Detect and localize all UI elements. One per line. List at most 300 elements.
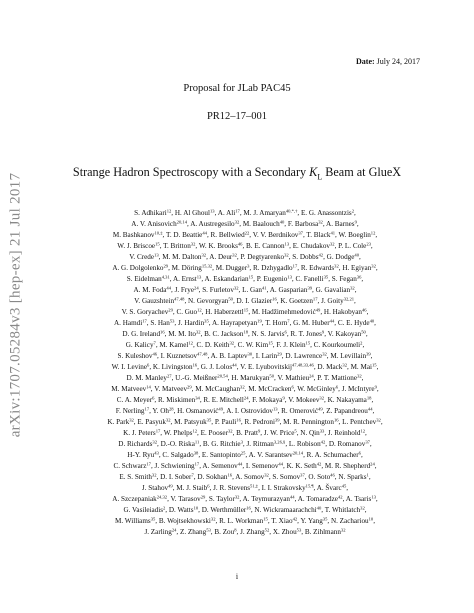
author-entry — [123, 506, 165, 514]
author-affiliation: 32 — [232, 252, 237, 258]
author-entry — [244, 418, 279, 426]
arxiv-stamp — [6, 95, 26, 515]
title-subscript: L — [317, 172, 323, 182]
author-name: T. Britton — [163, 241, 191, 250]
author-affiliation: 52 — [264, 526, 270, 532]
author-entry — [246, 462, 283, 470]
author-entry — [301, 209, 354, 217]
author-line: A. M. Foda$^{44}$, J. Frye$^{24}$, S. Furletov$^{32}$, L. Gan$^{41}$, A. Gasparian$^{39}$, G. Gavalian$^{32}$, — [133, 285, 357, 294]
author-affiliation: 18 — [243, 329, 249, 335]
author-name: M. Williams — [115, 516, 151, 525]
author-name: T. Horn — [265, 318, 288, 327]
author-name: C. Salgado — [162, 450, 194, 459]
author-name: C. D. Keith — [196, 340, 230, 349]
author-entry — [351, 363, 377, 371]
author-entry — [127, 374, 172, 382]
author-name: F. Mokaya — [252, 395, 283, 404]
author-entry — [175, 374, 228, 382]
author-name: M. J. Amaryan — [243, 209, 286, 217]
author-affiliation: 16 — [236, 417, 241, 423]
author-entry — [122, 308, 173, 316]
author-name: D. Werthmüller — [201, 505, 247, 514]
author-entry — [338, 242, 371, 250]
author-name: E. Chudakov — [292, 241, 330, 250]
author-entry — [346, 495, 376, 503]
title-symbol: K — [309, 165, 318, 179]
author-line: E. S. Smith$^{32}$, D. I. Sober$^7$, D. Sokhan$^{16}$, A. Somov$^{32}$, S. Somov$^{37}$, O. Soto$^{46}$, N. Sparks$^1$, — [119, 472, 371, 481]
author-name: A. Deur — [209, 252, 233, 261]
author-name: M. Levillain — [330, 351, 367, 360]
author-affiliation: 29 — [163, 263, 169, 269]
author-affiliation: 32 — [152, 439, 157, 445]
author-entry — [240, 253, 288, 261]
page-number: i — [235, 572, 239, 581]
author-affiliation: 36 — [356, 274, 362, 280]
date-label: Date: — [356, 57, 375, 66]
author-name: I. I. Strakovsky — [261, 483, 306, 492]
author-name: M. M. Ito — [168, 329, 196, 338]
author-affiliation: 32 — [342, 362, 347, 368]
author-line: M. Williams$^{35}$, B. Wojtsekhowski$^{32}$, R. L. Workman$^{15}$, T. Xiao$^{42}$, Y. Yang$^{35}$, N. Zachariou$^{10}$, — [115, 515, 375, 525]
author-line: A. Szczepaniak$^{24,32}$, V. Tarasov$^{29}$, S. Taylor$^{32}$, A. Teymurazyan$^{44}$, A. Tomaradze$^{42}$, A. Tsaris$^{13}$, — [112, 494, 378, 503]
author-name: S. Kuleshov — [117, 351, 153, 360]
author-entry — [317, 363, 347, 371]
author-affiliation: 3 — [247, 263, 250, 269]
author-affiliation: 35 — [150, 515, 156, 521]
author-affiliation: 32 — [319, 395, 324, 401]
author-affiliation: 7 — [287, 318, 290, 324]
author-entry — [283, 418, 338, 426]
author-affiliation: 32 — [151, 472, 157, 478]
author-entry — [190, 220, 239, 228]
author-entry — [287, 462, 322, 470]
author-name: J. Schwiening — [154, 461, 195, 470]
author-affiliation: 7 — [191, 472, 194, 478]
author-name: P. L. Cole — [338, 241, 367, 250]
author-entry — [159, 517, 216, 525]
author-name: D. Lawrence — [285, 351, 323, 360]
author-entry — [159, 341, 193, 349]
author-affiliation: 4,31 — [161, 274, 170, 280]
author-entry — [330, 352, 370, 360]
author-name: J. Zhang — [240, 527, 265, 536]
author-name: E. Pasyuk — [137, 417, 166, 426]
author-name: A. B. Laptev — [210, 351, 248, 360]
author-entry — [317, 484, 347, 492]
author-entry — [202, 451, 245, 459]
author-affiliation: 51,‡ — [250, 483, 259, 489]
author-name: J. McIntyre — [341, 384, 375, 393]
author-affiliation: 15 — [372, 362, 377, 368]
author-name: H-Y. Ryu — [127, 450, 155, 459]
author-name: K. K. Seth — [286, 461, 317, 470]
author-affiliation: 47,48 — [174, 296, 185, 302]
author-entry — [328, 429, 365, 437]
author-entry — [288, 396, 324, 404]
author-affiliation: 24 — [194, 285, 199, 291]
author-line: S. Kuleshov$^{46}$, I. Kuznetsov$^{47,48}$, A. B. Laptev$^{30}$, I. Larin$^{29}$, D. Lawrence$^{32}$, M. Levillain$^{39}$, — [117, 351, 373, 360]
author-entry — [342, 264, 376, 272]
author-name: A. Gasparian — [269, 285, 308, 294]
author-name: S. Somov — [272, 472, 301, 481]
author-name: K. Nakayama — [327, 395, 367, 404]
author-entry — [236, 429, 260, 437]
author-affiliation: 32 — [340, 526, 346, 532]
author-line: C. Schwarz$^{17}$, J. Schwiening$^{17}$, A. Semenov$^{44}$, I. Semenov$^{44}$, K. K. Seth$^{42}$, M. R. Shepherd$^{24}$, — [113, 461, 377, 470]
author-affiliation: 49 — [168, 483, 173, 489]
author-entry — [153, 363, 197, 371]
author-affiliation: 10 — [193, 504, 199, 510]
author-name: P. T. Mattione — [317, 373, 358, 382]
author-line: W. J. Briscoe$^{15}$, T. Britton$^{32}$, W. K. Brooks$^{46}$, B. E. Cannon$^{13}$, E. Chudakov$^{32}$, P. L. Cole$^{23}$, — [117, 241, 373, 250]
author-entry — [252, 308, 320, 316]
author-name: E. S. Smith — [119, 472, 152, 481]
author-name: J. Frye — [174, 285, 195, 294]
author-affiliation: 32 — [371, 263, 376, 269]
author-affiliation: 9 — [374, 384, 377, 390]
author-affiliation: 47,48,33,46 — [291, 362, 314, 368]
author-affiliation: 10 — [368, 515, 374, 521]
author-name: C. E. Hyde — [337, 318, 370, 327]
author-entry — [246, 440, 285, 448]
author-entry — [152, 407, 173, 415]
author-affiliation: 12 — [188, 340, 193, 346]
author-name: Z. Papandreou — [326, 406, 368, 415]
author-affiliation: 6 — [291, 384, 294, 390]
author-entry — [249, 451, 304, 459]
author-entry — [243, 495, 295, 503]
author-entry — [273, 528, 301, 536]
author-affiliation: 50 — [228, 296, 233, 302]
author-entry — [164, 429, 197, 437]
author-entry — [202, 506, 251, 514]
author-affiliation: 19 — [257, 318, 262, 324]
author-line: V. Crede$^{13}$, M. M. Dalton$^{32}$, A. Deur$^{32}$, P. Degtyarenko$^{32}$, S. Dobbs$^{42}$, G. Dodge$^{40}$, — [129, 252, 361, 261]
author-line: A. Hamdi$^{17}$, S. Han$^{53}$, J. Hardin$^{35}$, A. Hayrapetyan$^{19}$, T. Horn$^7$, G. M. Huber$^{44}$, C. E. Hyde$^{40}$, — [114, 318, 376, 327]
author-affiliation: 15,32 — [201, 263, 213, 269]
author-name: H. Al Ghoul — [174, 209, 210, 217]
author-name: K. Park — [107, 417, 130, 426]
author-entry — [160, 473, 194, 481]
author-entry — [211, 352, 252, 360]
author-affiliation: 40 — [354, 252, 360, 258]
author-affiliation: 42 — [316, 461, 322, 467]
author-name: W. McGinley — [297, 384, 336, 393]
author-name: A. M. Foda — [133, 285, 167, 294]
author-affiliation: 12 — [192, 428, 198, 434]
author-entry — [142, 484, 173, 492]
author-affiliation: 46 — [362, 307, 367, 313]
author-name: C. Guo — [176, 307, 198, 316]
author-name: H. Egiyan — [342, 263, 372, 272]
author-affiliation: 13 — [287, 274, 292, 280]
author-entry — [328, 396, 372, 404]
author-entry — [131, 220, 187, 228]
author-affiliation: 49 — [315, 307, 321, 313]
proposal-number: PR12–17–001 — [206, 111, 268, 122]
author-name: A. G. Dolgolenko — [112, 263, 164, 272]
author-entry — [117, 242, 159, 250]
author-affiliation: 32 — [264, 472, 269, 478]
author-entry — [253, 231, 303, 239]
author-name: F. J. Klein — [276, 340, 306, 349]
author-name: C. Fanelli — [295, 274, 324, 283]
author-entry — [238, 341, 273, 349]
author-entry — [262, 484, 314, 492]
author-affiliation: 32 — [284, 252, 289, 258]
author-name: R. Pedroni — [244, 417, 275, 426]
author-affiliation: 9 — [282, 395, 285, 401]
author-name: E. Pooser — [200, 428, 228, 437]
author-entry — [308, 473, 334, 481]
author-entry — [285, 352, 326, 360]
author-affiliation: 2 — [163, 504, 166, 510]
author-name: C. A. Meyer — [116, 395, 153, 404]
author-entry — [316, 286, 355, 294]
author-entry — [277, 374, 313, 382]
author-name: M. McCaughan — [195, 384, 241, 393]
author-entry — [307, 451, 361, 459]
author-entry — [214, 528, 236, 536]
author-entry — [137, 418, 170, 426]
author-name: D. Mack — [317, 362, 343, 371]
author-name: R. Bellwied — [210, 230, 245, 239]
author-entry — [243, 220, 284, 228]
author-affiliation: 32 — [376, 417, 381, 423]
author-name: A. Semenov — [202, 461, 238, 470]
author-name: G. Vasileiadis — [123, 505, 163, 514]
author-name: L. Gan — [242, 285, 262, 294]
author-entry — [248, 385, 294, 393]
author-affiliation: 13 — [196, 274, 202, 280]
author-name: V. Mokeev — [288, 395, 320, 404]
author-line: C. A. Meyer$^6$, R. Miskimen$^{34}$, R. E. Mitchell$^{24}$, F. Mokaya$^9$, V. Mokeev$^{32}$, K. Nakayama$^{18}$, — [116, 395, 374, 404]
author-name: F. Nerling — [115, 406, 145, 415]
author-affiliation: 29 — [187, 384, 192, 390]
author-affiliation: 24 — [309, 373, 314, 379]
author-entry — [113, 462, 151, 470]
author-entry — [325, 462, 375, 470]
author-entry — [231, 374, 274, 382]
author-name: H. Osmanović — [177, 406, 219, 415]
author-affiliation: 53 — [169, 318, 175, 324]
author-entry — [300, 517, 327, 525]
author-name: D. Watts — [168, 505, 194, 514]
author-name: D. Richards — [118, 439, 153, 448]
author-name: R. Omerović — [281, 406, 319, 415]
author-name: X. Zhou — [272, 527, 297, 536]
author-affiliation: 42 — [292, 515, 298, 521]
author-entry — [201, 363, 237, 371]
author-affiliation: 32 — [234, 494, 240, 499]
author-entry — [254, 506, 321, 514]
author-entry — [202, 286, 238, 294]
author-affiliation: 32 — [233, 285, 239, 291]
author-line: K. J. Peters$^{17}$, W. Phelps$^{12}$, E. Pooser$^{32}$, B. Pratt$^9$, J. W. Price$^5$, N. Qin$^{33}$, J. Reinhold$^{12}$, — [123, 428, 367, 437]
author-entry — [175, 209, 215, 217]
author-name: R. Dzhygadlo — [252, 263, 293, 272]
author-list — [44, 208, 446, 538]
author-affiliation: 24 — [171, 526, 177, 532]
author-name: D. I. Sober — [160, 472, 192, 481]
author-entry — [144, 528, 176, 536]
author-name: A. Tsaris — [345, 494, 372, 503]
author-name: K. Livingston — [152, 362, 193, 371]
author-name: M. Baalouch — [242, 219, 280, 228]
author-affiliation: 28 — [168, 406, 174, 412]
author-line: A. G. Dolgolenko$^{29}$, M. Döring$^{15,32}$, M. Dugger$^3$, R. Dzhygadlo$^{17}$, R. Edwards$^{32}$, H. Egiyan$^{32}$, — [112, 263, 378, 272]
author-name: M. Mai — [350, 362, 372, 371]
author-entry — [155, 462, 200, 470]
author-affiliation: 12 — [370, 230, 376, 236]
author-name: T. Whitlatch — [324, 505, 361, 514]
author-name: B. Wojtsekhowski — [158, 516, 211, 525]
author-line: A. V. Anisovich$^{20,14}$, A. Austregesilo$^{32}$, M. Baalouch$^{40}$, F. Barbosa$^{32}$, A. Barnes$^9$, — [131, 219, 359, 228]
author-entry — [289, 440, 325, 448]
author-entry — [288, 220, 323, 228]
author-entry — [150, 319, 174, 327]
author-entry — [338, 319, 374, 327]
author-affiliation: 16 — [333, 417, 339, 423]
author-entry — [272, 473, 304, 481]
author-entry — [213, 484, 258, 492]
author-entry — [119, 473, 156, 481]
author-affiliation: 25 — [240, 450, 246, 456]
author-affiliation: 42 — [320, 439, 326, 445]
author-affiliation: 29 — [200, 494, 206, 499]
author-entry — [107, 418, 133, 426]
author-entry — [133, 286, 171, 294]
author-name: T. D. Beattie — [166, 230, 203, 239]
author-affiliation: 46 — [152, 351, 158, 357]
author-name: S. Taylor — [208, 494, 235, 503]
author-affiliation: 32 — [229, 340, 235, 346]
author-entry — [169, 506, 198, 514]
author-affiliation: 17 — [142, 318, 147, 324]
author-affiliation: 18 — [366, 395, 372, 401]
author-name: I. Semenov — [245, 461, 279, 470]
author-affiliation: 13 — [210, 208, 215, 214]
author-entry — [298, 495, 343, 503]
author-entry — [202, 462, 242, 470]
author-entry — [290, 330, 324, 338]
author-name: G. Gavalian — [315, 285, 351, 294]
author-entry — [301, 264, 339, 272]
author-affiliation: 40 — [316, 504, 322, 510]
author-name: V. Crede — [129, 252, 155, 261]
author-affiliation: 32 — [350, 285, 355, 291]
author-affiliation: 8 — [234, 526, 237, 532]
author-affiliation: 40,*,† — [285, 208, 298, 214]
author-name: L. Robison — [288, 439, 321, 448]
author-affiliation: 32 — [240, 384, 245, 390]
author-name: N. Wickramaarachchi — [254, 505, 317, 514]
author-entry — [111, 385, 151, 393]
author-entry — [252, 330, 287, 338]
author-name: R. T. Jones — [290, 329, 322, 338]
author-entry — [209, 253, 237, 261]
author-entry — [219, 517, 268, 525]
author-affiliation: 29 — [168, 307, 173, 313]
author-affiliation: 32 — [201, 252, 207, 258]
author-affiliation: 53 — [296, 526, 302, 532]
author-name: V. Gauzshtein — [134, 296, 175, 305]
author-name: M. McCracken — [248, 384, 292, 393]
author-affiliation: 35 — [206, 417, 212, 423]
author-entry — [252, 396, 285, 404]
author-name: D.-O. Riska — [160, 439, 195, 448]
author-entry — [280, 297, 317, 305]
author-entry — [327, 253, 359, 261]
author-entry — [117, 396, 155, 404]
author-affiliation: 9 — [354, 219, 357, 225]
author-affiliation: 45 — [341, 483, 347, 489]
author-entry — [215, 418, 241, 426]
author-entry — [342, 418, 381, 426]
author-entry — [118, 352, 158, 360]
author-line: H-Y. Ryu$^{43}$, C. Salgado$^{38}$, E. Santopinto$^{25}$, A. V. Sarantsev$^{20,14}$, R. A. Schumacher$^6$, — [127, 450, 363, 459]
author-entry — [127, 275, 170, 283]
author-entry — [253, 264, 297, 272]
author-name: D. M. Manley — [126, 373, 167, 382]
author-affiliation: 13 — [154, 252, 159, 258]
author-name: F. Barbosa — [287, 219, 319, 228]
author-affiliation: 35 — [204, 318, 209, 324]
author-name: A. Barnes — [326, 219, 355, 228]
author-name: B. Zou — [214, 527, 235, 536]
author-entry — [172, 264, 213, 272]
author-line: D. G. Ireland$^{16}$, M. M. Ito$^{32}$, B. C. Jackson$^{18}$, N. S. Jarvis$^6$, R. T. Jones$^9$, V. Kakoyan$^{50}$, — [122, 329, 368, 338]
author-name: T. Xiao — [271, 516, 293, 525]
author-affiliation: 32 — [129, 417, 134, 423]
author-entry — [325, 506, 365, 514]
author-affiliation: 14 — [146, 384, 151, 390]
author-affiliation: 40 — [369, 318, 375, 324]
author-affiliation: 50 — [269, 373, 275, 379]
author-entry — [161, 440, 200, 448]
author-affiliation: 38 — [193, 450, 199, 456]
author-entry — [264, 429, 297, 437]
author-affiliation: 6 — [358, 450, 361, 456]
author-affiliation: 44 — [278, 461, 284, 467]
author-name: V. E. Lyubovitskij — [240, 362, 292, 371]
author-affiliation: 32 — [334, 263, 339, 269]
author-affiliation: 50 — [361, 329, 366, 335]
author-entry — [314, 341, 363, 349]
author-name: J. Zarling — [144, 527, 172, 536]
author-name: W. I. Levine — [111, 362, 148, 371]
author-name: R. E. Mitchell — [203, 395, 244, 404]
author-entry — [212, 319, 262, 327]
author-affiliation: 32 — [357, 373, 362, 379]
author-name: A. Švarc — [316, 483, 342, 492]
author-entry — [321, 297, 354, 305]
author-affiliation: 2 — [351, 208, 355, 214]
author-entry — [317, 374, 361, 382]
author-affiliation: 16 — [160, 329, 165, 335]
author-entry — [305, 528, 346, 536]
author-affiliation: 3 — [240, 439, 243, 445]
author-line: V. Gauzshtein$^{47,48}$, N. Gevorgyan$^{50}$, D. I. Glazier$^{16}$, K. Goetzen$^{17}$, J. Goity$^{32,21}$, — [134, 296, 356, 305]
author-entry — [127, 451, 159, 459]
author-entry — [134, 209, 171, 217]
author-name: M. Dugger — [215, 263, 248, 272]
author-entry — [300, 429, 324, 437]
author-name: N. Zachariou — [330, 516, 369, 525]
author-name: A. V. Anisovich — [131, 219, 177, 228]
author-name: M. Kamel — [159, 340, 189, 349]
author-entry — [240, 363, 314, 371]
